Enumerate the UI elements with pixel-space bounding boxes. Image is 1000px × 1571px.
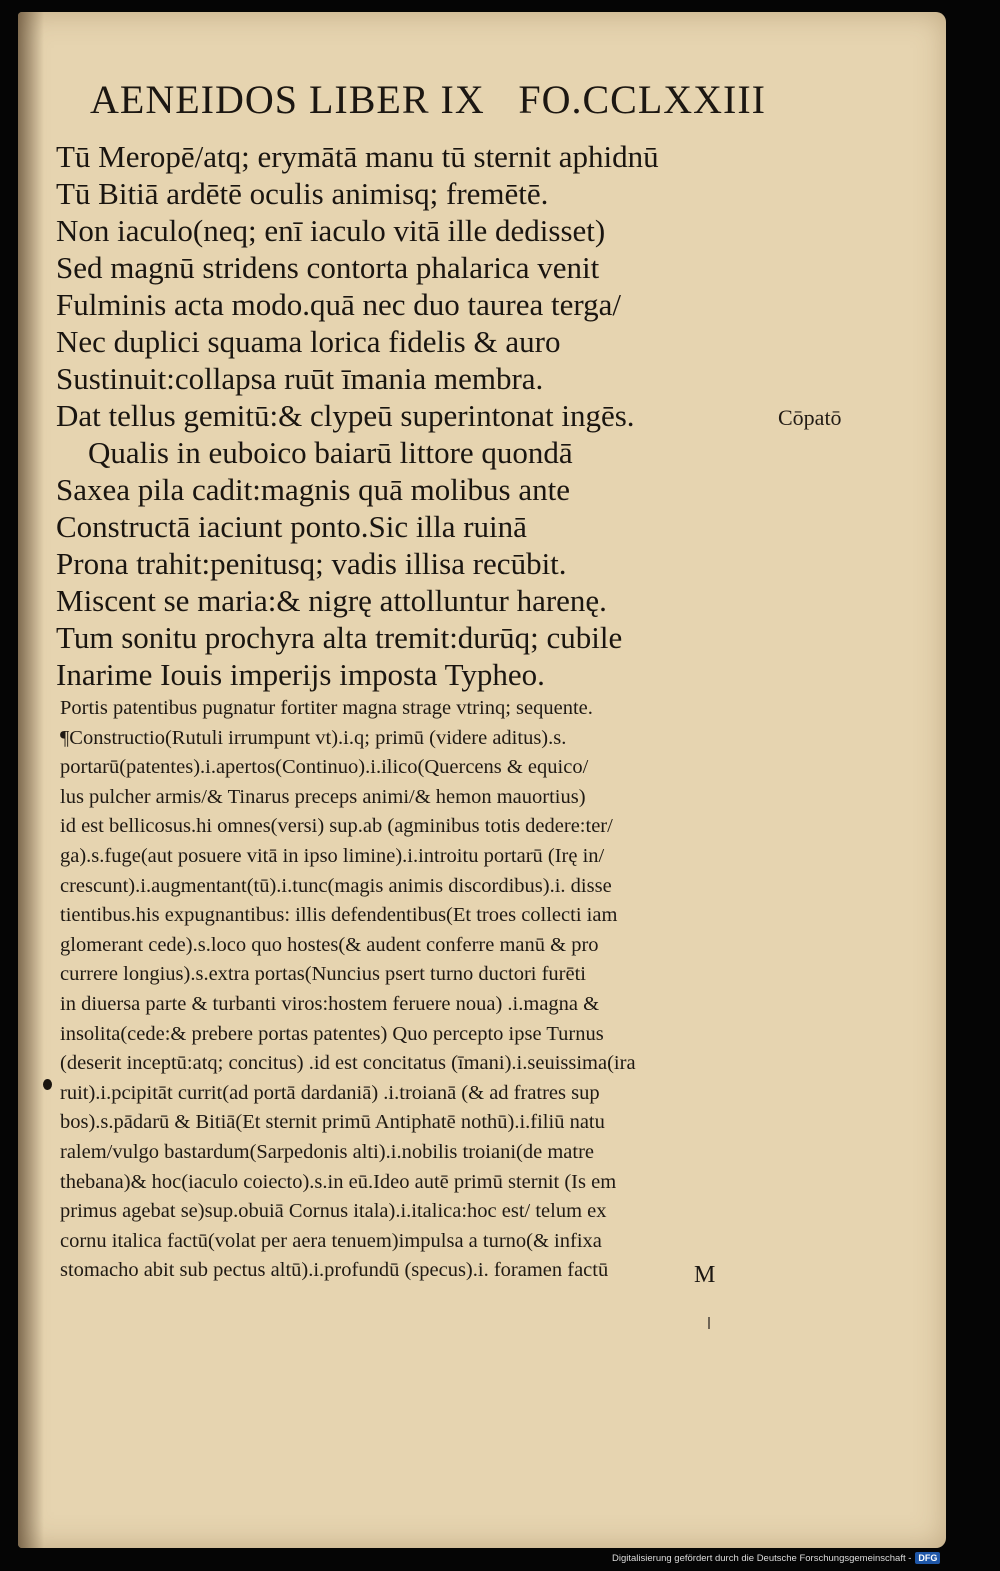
verse-line: Tū Meropē/atq; erymātā manu tū sternit aphidnū xyxy=(56,139,659,174)
ink-bullet xyxy=(43,1079,52,1090)
commentary-line: cornu italica factū(volat per aera tenuem)impulsa a turno(& infixa xyxy=(60,1229,602,1252)
commentary-line: portarū(patentes).i.apertos(Continuo).i.ilico(Quercens & equico/ xyxy=(60,756,589,779)
verse-line: Saxea pila cadit:magnis quā molibus ante xyxy=(56,472,570,507)
verse-line: Inarime Iouis imperijs imposta Typheo. xyxy=(56,657,545,692)
verse-block xyxy=(56,138,796,693)
verse-line: Dat tellus gemitū:& clypeū superintonat ingēs. xyxy=(56,398,635,433)
pencil-mark xyxy=(708,1317,710,1329)
commentary-line: in diuersa parte & turbanti viros:hostem feruere noua) .i.magna & xyxy=(60,992,600,1015)
commentary-line: bos).s.pādarū & Bitiā(Et sternit primū Antiphatē nothū).i.filiū natu xyxy=(60,1111,605,1134)
verse-line: Nec duplici squama lorica fidelis & auro xyxy=(56,324,561,359)
commentary-line: lus pulcher armis/& Tinarus preceps animi/& hemon mauortius) xyxy=(60,785,586,808)
verse-line: Qualis in euboico baiarū littore quondā xyxy=(88,435,573,470)
verse-line: Tū Bitiā ardētē oculis animisq; fremētē. xyxy=(56,176,549,211)
verse-line: Sed magnū stridens contorta phalarica venit xyxy=(56,250,600,285)
verse-line: Constructā iaciunt ponto.Sic illa ruinā xyxy=(56,509,527,544)
commentary-line: tientibus.his expugnantibus: illis defendentibus(Et troes collecti iam xyxy=(60,904,618,927)
book-page xyxy=(18,12,946,1548)
digitization-footer xyxy=(612,1552,940,1566)
commentary-line: primus agebat se)sup.obuiā Cornus itala).i.italica:hoc est/ telum ex xyxy=(60,1200,607,1223)
signature-mark: M xyxy=(694,1262,716,1288)
running-head xyxy=(90,76,766,126)
commentary-line: id est bellicosus.hi omnes(versi) sup.ab (agminibus totis dedere:ter/ xyxy=(60,815,613,838)
verse-line: Sustinuit:collapsa ruūt īmania membra. xyxy=(56,361,544,396)
commentary-line: crescunt).i.augmentant(tū).i.tunc(magis animis discordibus).i. disse xyxy=(60,874,612,897)
verse-line: Fulminis acta modo.quā nec duo taurea terga/ xyxy=(56,287,622,322)
commentary-block xyxy=(60,694,796,1286)
commentary-line: ruit).i.pcipitāt currit(ad portā dardaniā) .i.troianā (& ad fratres sup xyxy=(60,1081,600,1104)
book-title: AENEIDOS LIBER IX xyxy=(90,77,485,122)
verse-line: Miscent se maria:& nigrę attolluntur harenę. xyxy=(56,583,607,618)
verse-line: Non iaculo(neq; enī iaculo vitā ille dedisset) xyxy=(56,213,606,248)
commentary-line: ga).s.fuge(aut posuere vitā in ipso limine).i.introitu portarū (Irę in/ xyxy=(60,844,605,867)
footer-text: Digitalisierung gefördert durch die Deutsche Forschungsgemeinschaft - xyxy=(612,1553,912,1564)
verse-line: Prona trahit:penitusq; vadis illisa recūbit. xyxy=(56,546,567,581)
commentary-line: Portis patentibus pugnatur fortiter magna strage vtrinq; sequente. xyxy=(60,697,593,719)
verse-line: Tum sonitu prochyra alta tremit:durūq; cubile xyxy=(56,620,623,655)
dfg-logo: DFG xyxy=(915,1552,940,1564)
commentary-line: glomerant cede).s.loco quo hostes(& audent conferre manū & pro xyxy=(60,933,599,956)
commentary-line: ralem/vulgo bastardum(Sarpedonis alti).i.nobilis troiani(de matre xyxy=(60,1140,595,1163)
folio-number: FO.CCLXXIII xyxy=(518,77,766,122)
commentary-line: thebana)& hoc(iaculo coiecto).s.in eū.Ideo autē primū sternit (Is em xyxy=(60,1170,617,1193)
commentary-line: ¶Constructio(Rutuli irrumpunt vt).i.q; primū (videre aditus).s. xyxy=(60,726,567,749)
commentary-line: insolita(cede:& prebere portas patentes) Quo percepto ipse Turnus xyxy=(60,1022,604,1045)
commentary-line: stomacho abit sub pectus altū).i.profundū (specus).i. foramen factū xyxy=(60,1259,609,1282)
margin-note: Cōpatō xyxy=(778,405,842,430)
commentary-line: currere longius).s.extra portas(Nuncius psert turno ductori furēti xyxy=(60,963,587,986)
commentary-line: (deserit inceptū:atq; concitus) .id est concitatus (īmani).i.seuissima(ira xyxy=(60,1052,636,1075)
